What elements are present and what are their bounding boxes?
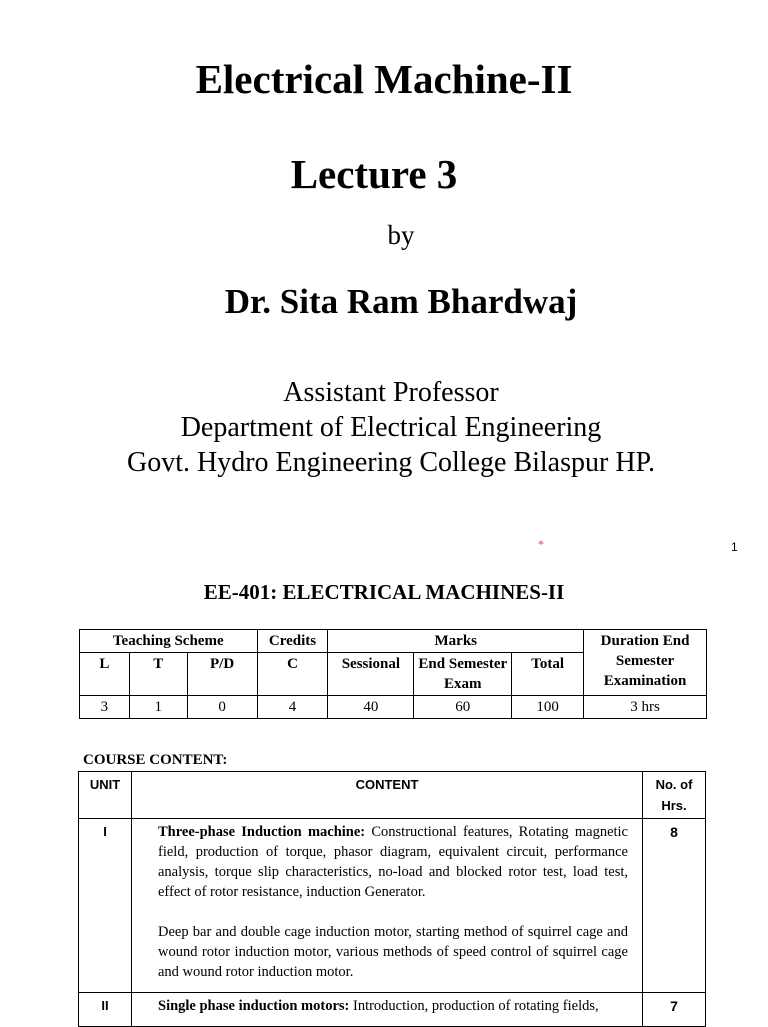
unit-content bbox=[132, 993, 643, 1027]
c-value: 4 bbox=[257, 696, 328, 719]
course-content-label: COURSE CONTENT: bbox=[83, 752, 228, 768]
unit-description: Constructional features, Rotating magnetic field, production of torque, phasor diagram, equivalent circuit, performance analysis, torque slip characteristics, no-load and blocked rotor test, load test, effect of rotor resistance, induction Generator. bbox=[158, 824, 628, 900]
table-row bbox=[79, 993, 706, 1027]
t-value: 1 bbox=[129, 696, 187, 719]
author-department: Department of Electrical Engineering bbox=[180, 412, 602, 443]
author-name: Dr. Sita Ram Bhardwaj bbox=[224, 282, 578, 321]
credits-header: Credits bbox=[257, 630, 328, 653]
red-asterisk-marker: * bbox=[538, 537, 544, 551]
pd-header: P/D bbox=[187, 653, 257, 696]
duration-header: Duration End Semester Examination bbox=[584, 630, 707, 696]
t-header: T bbox=[129, 653, 187, 696]
unit-number: II bbox=[79, 993, 132, 1027]
unit-heading: Single phase induction motors: bbox=[158, 998, 350, 1014]
end-exam-header: End Semester Exam bbox=[414, 653, 512, 696]
unit-content bbox=[132, 819, 643, 993]
author-college: Govt. Hydro Engineering College Bilaspur HP. bbox=[126, 447, 656, 478]
end-exam-value: 60 bbox=[414, 696, 512, 719]
unit-header: UNIT bbox=[79, 772, 132, 819]
page-number: 1 bbox=[731, 540, 738, 554]
c-header: C bbox=[257, 653, 328, 696]
unit-heading: Three-phase Induction machine: bbox=[158, 824, 366, 840]
slide-title: Electrical Machine-II bbox=[195, 56, 573, 102]
l-value: 3 bbox=[80, 696, 130, 719]
marks-header: Marks bbox=[328, 630, 584, 653]
unit-hours: 8 bbox=[643, 819, 706, 993]
l-header: L bbox=[80, 653, 130, 696]
lecture-number: Lecture 3 bbox=[290, 151, 458, 197]
table-row bbox=[79, 819, 706, 993]
total-header: Total bbox=[512, 653, 584, 696]
unit-description: Introduction, production of rotating fields, bbox=[349, 998, 599, 1014]
pd-value: 0 bbox=[187, 696, 257, 719]
unit-hours: 7 bbox=[643, 993, 706, 1027]
unit-description-2: Deep bar and double cage induction motor, starting method of squirrel cage and wound rotor induction motor, various methods of speed control of squirrel cage and wound rotor induction motor. bbox=[158, 924, 628, 980]
hours-header: No. of Hrs. bbox=[643, 772, 706, 819]
teaching-scheme-header: Teaching Scheme bbox=[80, 630, 258, 653]
unit-number: I bbox=[79, 819, 132, 993]
sessional-header: Sessional bbox=[328, 653, 414, 696]
total-value: 100 bbox=[512, 696, 584, 719]
course-content-table bbox=[78, 771, 706, 1027]
by-label: by bbox=[387, 220, 415, 250]
duration-value: 3 hrs bbox=[584, 696, 707, 719]
teaching-scheme-table bbox=[79, 629, 707, 719]
course-title: EE-401: ELECTRICAL MACHINES-II bbox=[203, 580, 565, 604]
content-header: CONTENT bbox=[132, 772, 643, 819]
author-position: Assistant Professor bbox=[283, 377, 499, 408]
sessional-value: 40 bbox=[328, 696, 414, 719]
